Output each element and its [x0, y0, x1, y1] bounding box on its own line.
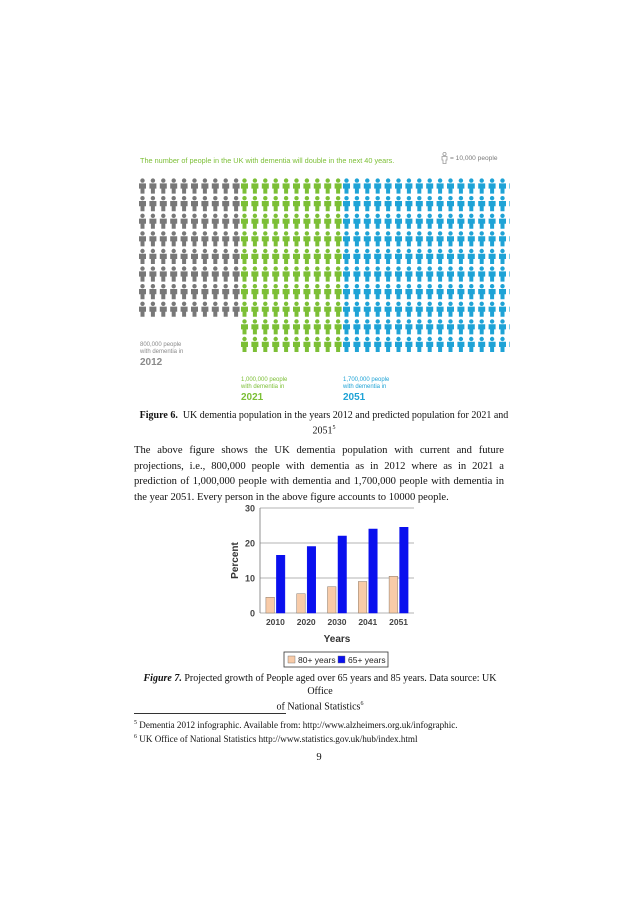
person-outline-icon — [441, 152, 448, 164]
legend-swatch — [338, 656, 345, 663]
people-block-2012 — [139, 178, 240, 316]
figure7-text: Projected growth of People aged over 65 years and 85 years. Data source: UK Office — [184, 673, 497, 697]
figure6-caption: Figure 6. UK dementia population in the years 2012 and predicted population for 2021 and 2051$^5$ — [139, 410, 509, 437]
bar-80-years-2041 — [358, 582, 367, 614]
unit-legend-text: = 10,000 people — [450, 154, 498, 162]
figure6-text: UK dementia population in the years 2012 and predicted population for 2021 and — [182, 410, 509, 421]
bar-80-years-2030 — [328, 587, 337, 613]
bar-80-years-2051 — [389, 576, 398, 613]
unit-legend — [441, 152, 497, 164]
label-2051: 1,700,000 people with dementia in 2051 — [343, 377, 390, 403]
people-block-2051 — [343, 178, 510, 352]
figure6-label: Figure 6. — [139, 410, 178, 421]
figure7-label: Figure 7. — [143, 673, 182, 684]
chart-legend — [284, 652, 388, 667]
people-infographic — [138, 178, 510, 372]
x-tick-label: 2030 — [327, 617, 347, 627]
x-tick-label: 2051 — [389, 617, 409, 627]
legend-label: 65+ years — [348, 655, 386, 665]
infographic-title: The number of people in the UK with dementia will double in the next 40 years. — [140, 156, 395, 165]
bar-65-years-2051 — [400, 527, 409, 613]
figure7-caption: Figure 7. Projected growth of People aged over 65 years and 85 years. Data source: UK Office of National Statistics$^6$ — [143, 673, 497, 713]
legend-label: 80+ years — [298, 655, 336, 665]
label-2021: 1,000,000 people with dementia in 2021 — [241, 377, 288, 403]
y-tick-label: 0 — [249, 608, 255, 619]
label-2012: 800,000 people with dementia in 2012 — [140, 342, 184, 368]
x-axis-label: Years — [323, 634, 351, 645]
bar-65-years-2030 — [338, 536, 347, 613]
bar-65-years-2020 — [307, 547, 316, 614]
x-tick-label: 2010 — [265, 617, 285, 627]
people-block-2021 — [241, 178, 342, 352]
bar-80-years-2010 — [266, 597, 275, 613]
page-number: 9 — [316, 752, 322, 763]
growth-bar-chart — [222, 500, 422, 675]
y-axis-label: Percent — [230, 542, 241, 579]
y-tick-label: 20 — [244, 538, 255, 549]
footnote-6: $^6$ UK Office of National Statistics http://www.statistics.gov.uk/hub/index.html — [134, 734, 418, 745]
footnote-divider — [134, 713, 286, 714]
bar-65-years-2041 — [369, 529, 378, 613]
body-paragraph: The above figure shows the UK dementia population with current and future projections, i.e., 800,000 people with dementia as in 2012 where as in 2021 a prediction of 1,000,000 people with dementia and 1,700,000 people with dementia in the year 2051. Every person in the above figure accounts to 10000 people. — [134, 445, 504, 503]
y-tick-label: 30 — [244, 503, 255, 514]
legend-swatch — [288, 656, 295, 663]
footnote-5: $^5$ Dementia 2012 infographic. Available from: http://www.alzheimers.org.uk/infographic. — [134, 720, 458, 731]
x-tick-label: 2020 — [296, 617, 316, 627]
bar-80-years-2020 — [297, 594, 306, 613]
x-tick-label: 2041 — [358, 617, 378, 627]
bar-65-years-2010 — [276, 555, 285, 613]
y-tick-label: 10 — [244, 573, 255, 584]
